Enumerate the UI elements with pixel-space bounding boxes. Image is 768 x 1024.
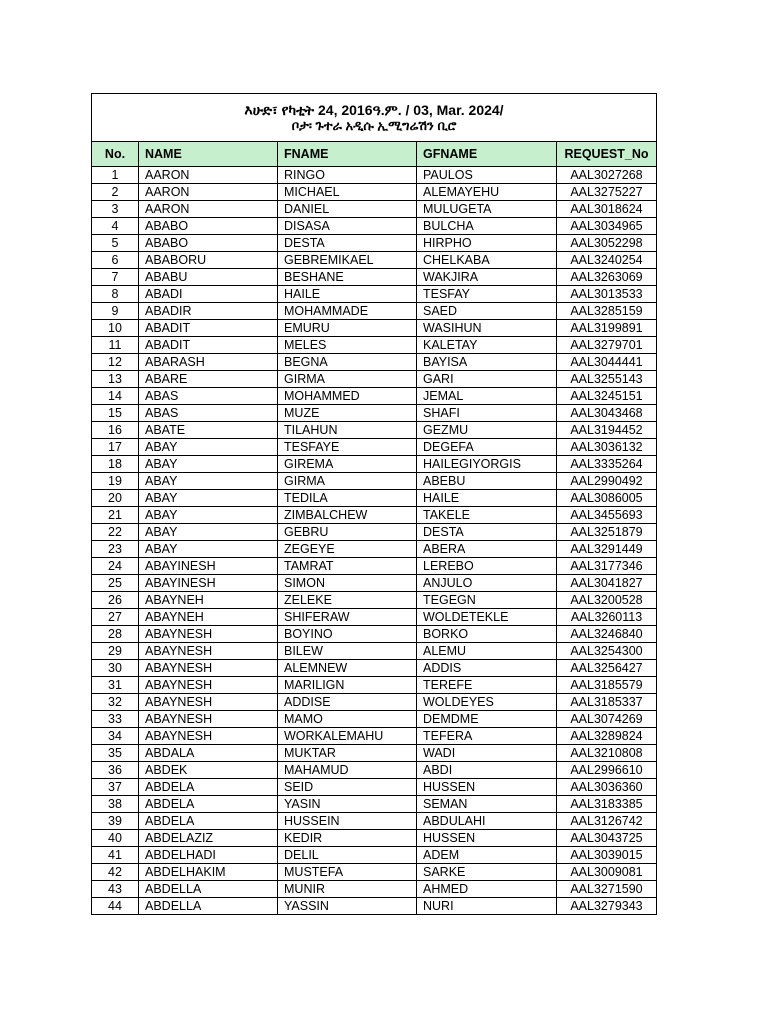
gfname-cell: JEMAL — [417, 388, 557, 405]
table-row — [92, 677, 657, 694]
request-no-cell: AAL3240254 — [557, 252, 657, 269]
gfname-cell: KALETAY — [417, 337, 557, 354]
request-no-cell: AAL3255143 — [557, 371, 657, 388]
name-cell: ABAYNEH — [139, 592, 278, 609]
title-date-line: እሁድ፣ የካቲት 24, 2016ዓ.ም. / 03, Mar. 2024/ — [244, 101, 504, 118]
row-number: 4 — [92, 218, 139, 235]
gfname-cell: ABDULAHI — [417, 813, 557, 830]
request-no-cell: AAL3256427 — [557, 660, 657, 677]
table-row — [92, 286, 657, 303]
table-row — [92, 592, 657, 609]
request-no-cell: AAL3183385 — [557, 796, 657, 813]
gfname-cell: BULCHA — [417, 218, 557, 235]
request-no-cell: AAL3043468 — [557, 405, 657, 422]
header-fname: FNAME — [278, 142, 417, 167]
fname-cell: GEBRU — [278, 524, 417, 541]
fname-cell: GIRMA — [278, 473, 417, 490]
row-number: 29 — [92, 643, 139, 660]
request-no-cell: AAL3455693 — [557, 507, 657, 524]
fname-cell: MICHAEL — [278, 184, 417, 201]
request-no-cell: AAL3246840 — [557, 626, 657, 643]
gfname-cell: ALEMAYEHU — [417, 184, 557, 201]
name-cell: ABAYNESH — [139, 677, 278, 694]
fname-cell: TAMRAT — [278, 558, 417, 575]
request-no-cell: AAL3254300 — [557, 643, 657, 660]
fname-cell: RINGO — [278, 167, 417, 184]
request-no-cell: AAL3210808 — [557, 745, 657, 762]
name-cell: ABAS — [139, 388, 278, 405]
table-row — [92, 337, 657, 354]
name-cell: ABAYNESH — [139, 728, 278, 745]
table-row — [92, 490, 657, 507]
row-number: 40 — [92, 830, 139, 847]
gfname-cell: TESFAY — [417, 286, 557, 303]
fname-cell: TEDILA — [278, 490, 417, 507]
request-no-cell: AAL2996610 — [557, 762, 657, 779]
fname-cell: ADDISE — [278, 694, 417, 711]
request-no-cell: AAL3041827 — [557, 575, 657, 592]
request-no-cell: AAL3275227 — [557, 184, 657, 201]
name-cell: ABDELHADI — [139, 847, 278, 864]
header-name: NAME — [139, 142, 278, 167]
name-cell: ABAY — [139, 473, 278, 490]
request-no-cell: AAL3034965 — [557, 218, 657, 235]
request-no-cell: AAL3260113 — [557, 609, 657, 626]
request-no-cell: AAL3291449 — [557, 541, 657, 558]
row-number: 12 — [92, 354, 139, 371]
request-no-cell: AAL3200528 — [557, 592, 657, 609]
request-no-cell: AAL3177346 — [557, 558, 657, 575]
fname-cell: ZELEKE — [278, 592, 417, 609]
document-sheet — [91, 93, 656, 915]
fname-cell: GIRMA — [278, 371, 417, 388]
name-cell: ABAY — [139, 456, 278, 473]
table-row — [92, 167, 657, 184]
request-no-cell: AAL3335264 — [557, 456, 657, 473]
name-cell: AARON — [139, 167, 278, 184]
row-number: 23 — [92, 541, 139, 558]
table-row — [92, 269, 657, 286]
request-no-cell: AAL3263069 — [557, 269, 657, 286]
row-number: 20 — [92, 490, 139, 507]
fname-cell: MOHAMMADE — [278, 303, 417, 320]
fname-cell: YASSIN — [278, 898, 417, 915]
gfname-cell: ABDI — [417, 762, 557, 779]
table-row — [92, 796, 657, 813]
request-no-cell: AAL3009081 — [557, 864, 657, 881]
gfname-cell: TAKELE — [417, 507, 557, 524]
fname-cell: MUSTEFA — [278, 864, 417, 881]
table-row — [92, 830, 657, 847]
fname-cell: SHIFERAW — [278, 609, 417, 626]
header-request-no: REQUEST_No — [557, 142, 657, 167]
table-row — [92, 847, 657, 864]
gfname-cell: MULUGETA — [417, 201, 557, 218]
table-row — [92, 507, 657, 524]
fname-cell: ZIMBALCHEW — [278, 507, 417, 524]
fname-cell: ALEMNEW — [278, 660, 417, 677]
gfname-cell: AHMED — [417, 881, 557, 898]
name-cell: ABDELA — [139, 779, 278, 796]
table-row — [92, 864, 657, 881]
fname-cell: MOHAMMED — [278, 388, 417, 405]
row-number: 30 — [92, 660, 139, 677]
name-cell: ABDEK — [139, 762, 278, 779]
name-cell: ABDELLA — [139, 898, 278, 915]
name-cell: ABABO — [139, 218, 278, 235]
row-number: 42 — [92, 864, 139, 881]
table-row — [92, 218, 657, 235]
fname-cell: DANIEL — [278, 201, 417, 218]
fname-cell: GEBREMIKAEL — [278, 252, 417, 269]
fname-cell: YASIN — [278, 796, 417, 813]
name-cell: ABADIR — [139, 303, 278, 320]
fname-cell: SEID — [278, 779, 417, 796]
gfname-cell: GARI — [417, 371, 557, 388]
name-cell: ABDELAZIZ — [139, 830, 278, 847]
row-number: 28 — [92, 626, 139, 643]
gfname-cell: WOLDETEKLE — [417, 609, 557, 626]
row-number: 41 — [92, 847, 139, 864]
request-no-cell: AAL3285159 — [557, 303, 657, 320]
row-number: 1 — [92, 167, 139, 184]
request-no-cell: AAL3052298 — [557, 235, 657, 252]
request-no-cell: AAL3036132 — [557, 439, 657, 456]
row-number: 13 — [92, 371, 139, 388]
fname-cell: SIMON — [278, 575, 417, 592]
table-row — [92, 320, 657, 337]
name-cell: ABABO — [139, 235, 278, 252]
table-row — [92, 235, 657, 252]
table-row — [92, 728, 657, 745]
table-row — [92, 898, 657, 915]
gfname-cell: SHAFI — [417, 405, 557, 422]
name-cell: ABAY — [139, 439, 278, 456]
gfname-cell: HUSSEN — [417, 779, 557, 796]
name-cell: ABADIT — [139, 337, 278, 354]
table-row — [92, 881, 657, 898]
name-cell: ABAY — [139, 524, 278, 541]
table-row — [92, 201, 657, 218]
name-cell: ABAY — [139, 507, 278, 524]
table-row — [92, 252, 657, 269]
request-no-cell: AAL3245151 — [557, 388, 657, 405]
request-no-cell: AAL3039015 — [557, 847, 657, 864]
title-location-line: ቦታ፡ ጉተራ አዲሱ ኢሚግሬሽን ቢሮ — [291, 117, 457, 133]
gfname-cell: HIRPHO — [417, 235, 557, 252]
row-number: 11 — [92, 337, 139, 354]
row-number: 22 — [92, 524, 139, 541]
fname-cell: GIREMA — [278, 456, 417, 473]
row-number: 33 — [92, 711, 139, 728]
request-no-cell: AAL3086005 — [557, 490, 657, 507]
fname-cell: TESFAYE — [278, 439, 417, 456]
request-no-cell: AAL3199891 — [557, 320, 657, 337]
name-cell: ABAYNESH — [139, 626, 278, 643]
name-cell: ABATE — [139, 422, 278, 439]
gfname-cell: TEGEGN — [417, 592, 557, 609]
table-row — [92, 422, 657, 439]
fname-cell: HUSSEIN — [278, 813, 417, 830]
gfname-cell: CHELKABA — [417, 252, 557, 269]
row-number: 18 — [92, 456, 139, 473]
row-number: 14 — [92, 388, 139, 405]
request-no-cell: AAL3289824 — [557, 728, 657, 745]
name-cell: ABDELA — [139, 813, 278, 830]
gfname-cell: WASIHUN — [417, 320, 557, 337]
table-row — [92, 626, 657, 643]
fname-cell: MELES — [278, 337, 417, 354]
row-number: 26 — [92, 592, 139, 609]
gfname-cell: TEREFE — [417, 677, 557, 694]
name-cell: ABARE — [139, 371, 278, 388]
gfname-cell: BAYISA — [417, 354, 557, 371]
request-no-cell: AAL3194452 — [557, 422, 657, 439]
row-number: 35 — [92, 745, 139, 762]
row-number: 15 — [92, 405, 139, 422]
name-cell: ABDELA — [139, 796, 278, 813]
row-number: 10 — [92, 320, 139, 337]
name-cell: ABADI — [139, 286, 278, 303]
gfname-cell: HAILE — [417, 490, 557, 507]
request-no-cell: AAL3271590 — [557, 881, 657, 898]
title-row — [92, 94, 657, 142]
fname-cell: HAILE — [278, 286, 417, 303]
gfname-cell: SARKE — [417, 864, 557, 881]
gfname-cell: TEFERA — [417, 728, 557, 745]
row-number: 7 — [92, 269, 139, 286]
gfname-cell: ABERA — [417, 541, 557, 558]
gfname-cell: WOLDEYES — [417, 694, 557, 711]
row-number: 34 — [92, 728, 139, 745]
request-no-cell: AAL3126742 — [557, 813, 657, 830]
gfname-cell: SAED — [417, 303, 557, 320]
name-cell: ABAYNESH — [139, 711, 278, 728]
request-no-cell: AAL3044441 — [557, 354, 657, 371]
header-gfname: GFNAME — [417, 142, 557, 167]
request-no-cell: AAL3279343 — [557, 898, 657, 915]
table-row — [92, 643, 657, 660]
fname-cell: MAHAMUD — [278, 762, 417, 779]
row-number: 24 — [92, 558, 139, 575]
row-number: 2 — [92, 184, 139, 201]
gfname-cell: PAULOS — [417, 167, 557, 184]
fname-cell: TILAHUN — [278, 422, 417, 439]
name-cell: ABAYNEH — [139, 609, 278, 626]
name-cell: AARON — [139, 184, 278, 201]
fname-cell: MAMO — [278, 711, 417, 728]
gfname-cell: WADI — [417, 745, 557, 762]
name-cell: ABAYINESH — [139, 558, 278, 575]
document-title — [92, 94, 657, 142]
gfname-cell: SEMAN — [417, 796, 557, 813]
table-row — [92, 184, 657, 201]
request-no-cell: AAL3185337 — [557, 694, 657, 711]
fname-cell: BILEW — [278, 643, 417, 660]
row-number: 5 — [92, 235, 139, 252]
gfname-cell: DEMDME — [417, 711, 557, 728]
table-row — [92, 371, 657, 388]
gfname-cell: ADEM — [417, 847, 557, 864]
name-cell: ABAYINESH — [139, 575, 278, 592]
fname-cell: ZEGEYE — [278, 541, 417, 558]
request-no-cell: AAL3074269 — [557, 711, 657, 728]
table-row — [92, 762, 657, 779]
name-cell: ABDALA — [139, 745, 278, 762]
gfname-cell: HUSSEN — [417, 830, 557, 847]
row-number: 6 — [92, 252, 139, 269]
table-row — [92, 456, 657, 473]
table-body — [92, 167, 657, 915]
request-no-cell: AAL3036360 — [557, 779, 657, 796]
table-row — [92, 694, 657, 711]
name-cell: ABADIT — [139, 320, 278, 337]
gfname-cell: NURI — [417, 898, 557, 915]
gfname-cell: LEREBO — [417, 558, 557, 575]
fname-cell: EMURU — [278, 320, 417, 337]
name-cell: ABABU — [139, 269, 278, 286]
gfname-cell: BORKO — [417, 626, 557, 643]
gfname-cell: ANJULO — [417, 575, 557, 592]
row-number: 36 — [92, 762, 139, 779]
name-cell: ABAYNESH — [139, 694, 278, 711]
fname-cell: MUKTAR — [278, 745, 417, 762]
request-no-cell: AAL2990492 — [557, 473, 657, 490]
gfname-cell: WAKJIRA — [417, 269, 557, 286]
row-number: 43 — [92, 881, 139, 898]
request-no-cell: AAL3279701 — [557, 337, 657, 354]
table-row — [92, 558, 657, 575]
table-row — [92, 660, 657, 677]
header-no: No. — [92, 142, 139, 167]
column-header-row — [92, 142, 657, 167]
table-row — [92, 388, 657, 405]
row-number: 19 — [92, 473, 139, 490]
name-cell: ABARASH — [139, 354, 278, 371]
fname-cell: MARILIGN — [278, 677, 417, 694]
fname-cell: BEGNA — [278, 354, 417, 371]
name-cell: ABDELHAKIM — [139, 864, 278, 881]
gfname-cell: HAILEGIYORGIS — [417, 456, 557, 473]
row-number: 31 — [92, 677, 139, 694]
table-row — [92, 813, 657, 830]
fname-cell: DELIL — [278, 847, 417, 864]
table-row — [92, 541, 657, 558]
row-number: 17 — [92, 439, 139, 456]
request-no-cell: AAL3043725 — [557, 830, 657, 847]
request-no-cell: AAL3027268 — [557, 167, 657, 184]
fname-cell: DISASA — [278, 218, 417, 235]
table-row — [92, 609, 657, 626]
name-cell: ABAS — [139, 405, 278, 422]
row-number: 38 — [92, 796, 139, 813]
fname-cell: BESHANE — [278, 269, 417, 286]
request-no-cell: AAL3251879 — [557, 524, 657, 541]
row-number: 9 — [92, 303, 139, 320]
gfname-cell: ADDIS — [417, 660, 557, 677]
table-row — [92, 575, 657, 592]
fname-cell: KEDIR — [278, 830, 417, 847]
row-number: 39 — [92, 813, 139, 830]
name-cell: ABAY — [139, 541, 278, 558]
row-number: 27 — [92, 609, 139, 626]
row-number: 25 — [92, 575, 139, 592]
row-number: 32 — [92, 694, 139, 711]
table-row — [92, 439, 657, 456]
name-cell: ABDELLA — [139, 881, 278, 898]
row-number: 37 — [92, 779, 139, 796]
table-row — [92, 711, 657, 728]
name-cell: ABABORU — [139, 252, 278, 269]
table-row — [92, 779, 657, 796]
table-row — [92, 524, 657, 541]
table-row — [92, 745, 657, 762]
applicant-table — [91, 93, 657, 915]
row-number: 16 — [92, 422, 139, 439]
table-row — [92, 405, 657, 422]
name-cell: AARON — [139, 201, 278, 218]
fname-cell: WORKALEMAHU — [278, 728, 417, 745]
fname-cell: BOYINO — [278, 626, 417, 643]
row-number: 21 — [92, 507, 139, 524]
request-no-cell: AAL3013533 — [557, 286, 657, 303]
fname-cell: MUZE — [278, 405, 417, 422]
name-cell: ABAY — [139, 490, 278, 507]
name-cell: ABAYNESH — [139, 660, 278, 677]
row-number: 8 — [92, 286, 139, 303]
gfname-cell: ABEBU — [417, 473, 557, 490]
row-number: 3 — [92, 201, 139, 218]
gfname-cell: DESTA — [417, 524, 557, 541]
name-cell: ABAYNESH — [139, 643, 278, 660]
gfname-cell: DEGEFA — [417, 439, 557, 456]
fname-cell: DESTA — [278, 235, 417, 252]
request-no-cell: AAL3185579 — [557, 677, 657, 694]
fname-cell: MUNIR — [278, 881, 417, 898]
gfname-cell: GEZMU — [417, 422, 557, 439]
gfname-cell: ALEMU — [417, 643, 557, 660]
request-no-cell: AAL3018624 — [557, 201, 657, 218]
table-row — [92, 303, 657, 320]
table-row — [92, 354, 657, 371]
table-row — [92, 473, 657, 490]
row-number: 44 — [92, 898, 139, 915]
